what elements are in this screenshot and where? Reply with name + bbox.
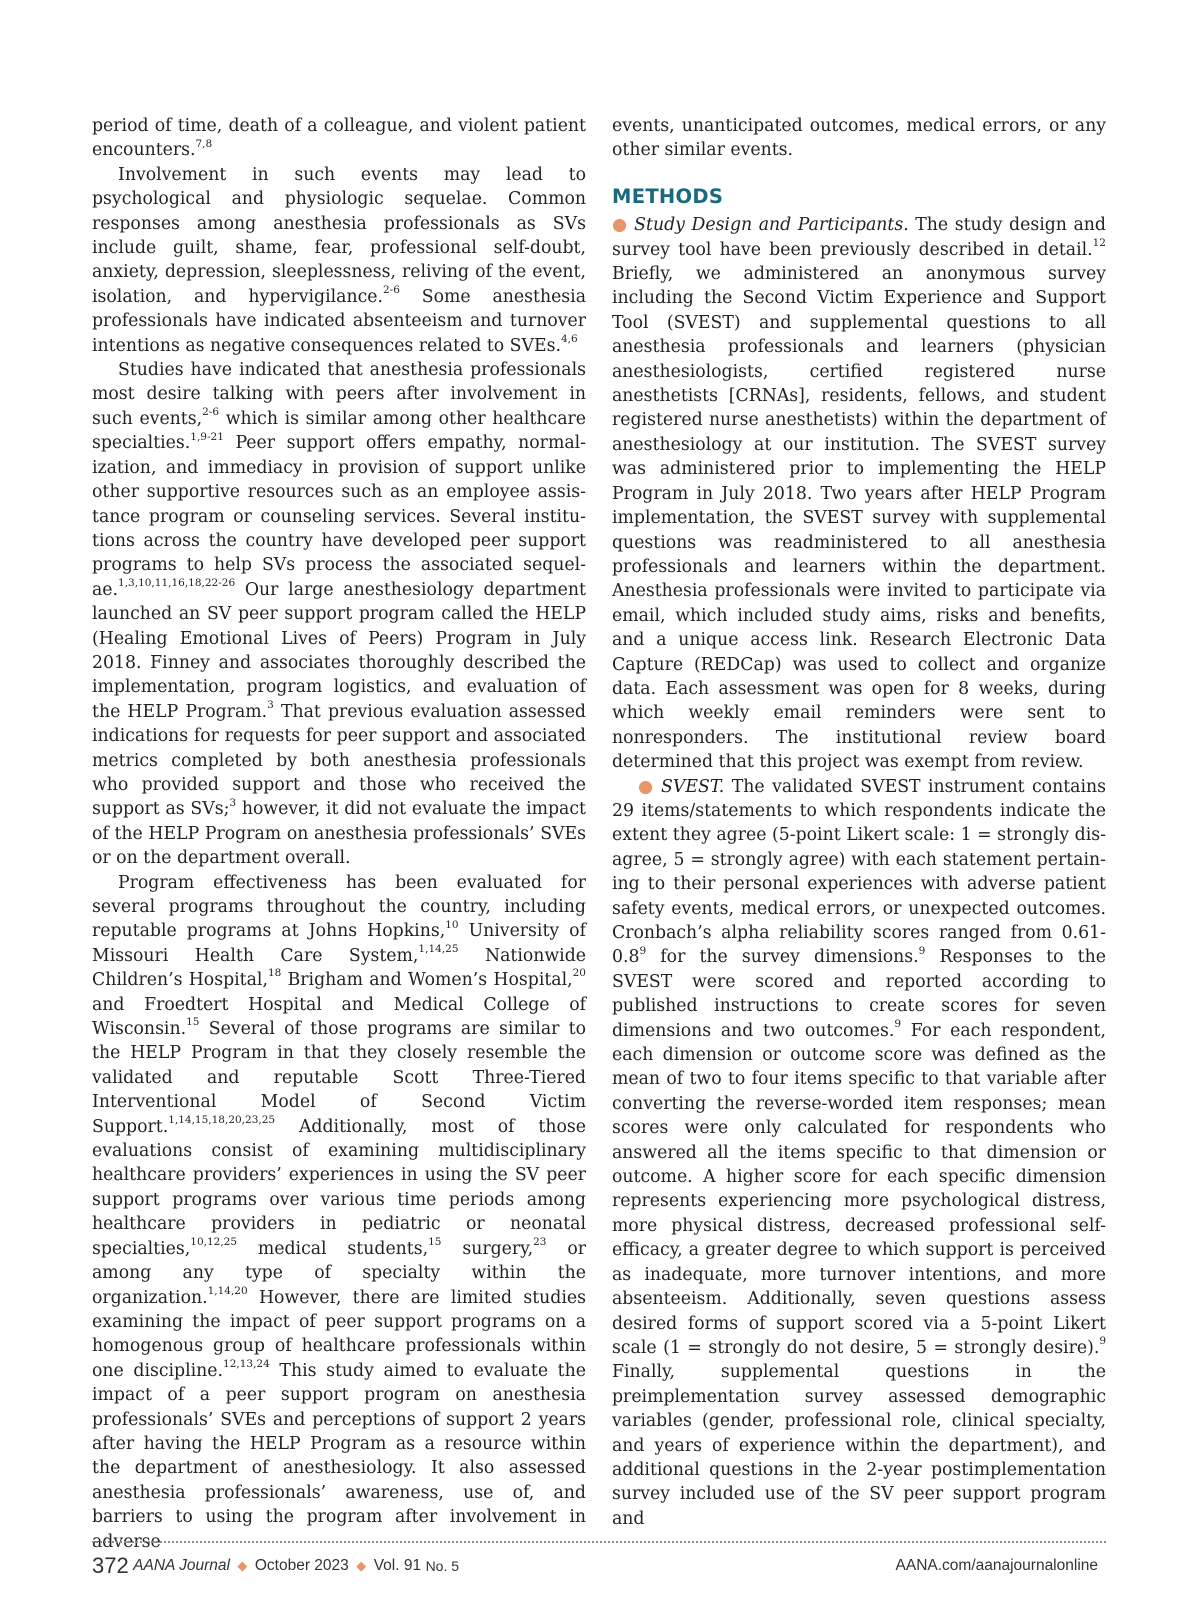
volume: Vol. 91	[373, 1557, 422, 1574]
journal-url[interactable]: AANA.com/aanajournalonline	[895, 1557, 1098, 1574]
text-run: Several of those programs are similar to the HELP Program in that they closely resemble the validated and reputable Scott Three-Tiered Interventional Model of Second Victim Support.	[92, 1019, 586, 1137]
text-run: Additionally, most of those evaluations consist of examining multidisciplinary healthcare providers’ experiences in using the SV peer support programs over various time periods among healthcare providers in pediatric or neonatal specialties,	[92, 1116, 586, 1259]
text-run: Our large anesthesiology department launched an SV peer support program called the HELP (Healing Emotional Lives of Peers) Program in July 2018. Finney and associates thoroughly described the implementation, program logistics, and evaluation of the HELP Program.	[92, 579, 586, 722]
citation-superscript[interactable]: 9	[1099, 1335, 1106, 1348]
text-run: events, unanticipated outcomes, medical errors, or any other similar events.	[612, 116, 1106, 161]
text-run: Involvement in such events may lead to psychological and physiologic sequelae. Common responses among anesthesia professionals as SVs include guilt, shame, fear, professional self-doubt, anxiety, depression, sleeplessness, reliving of the event, isolation, and hypervigilance.	[92, 164, 586, 307]
citation-superscript[interactable]: 1,9-21	[190, 430, 224, 443]
citation-superscript[interactable]: 10	[445, 918, 459, 931]
text-run: Nationwide Children’s Hospital,	[92, 945, 587, 991]
text-run: for the survey dimensions.	[646, 947, 919, 968]
citation-superscript[interactable]: 2-6	[383, 284, 400, 297]
text-run: Program effectiveness has been evaluated for several programs throughout the country, including reputable programs at Johns Hopkins,	[92, 872, 586, 942]
subsection-paragraph	[612, 775, 1106, 1532]
paragraph-body	[612, 215, 1106, 772]
left-column	[92, 114, 586, 1554]
citation-superscript[interactable]: 15	[186, 1016, 200, 1029]
section-heading: METHODS	[612, 184, 724, 208]
citation-superscript[interactable]: 15	[428, 1235, 442, 1248]
citation-superscript[interactable]: 3	[267, 698, 274, 711]
footer-divider	[92, 1541, 1106, 1543]
citation-superscript[interactable]: 23	[533, 1235, 547, 1248]
text-run: Studies have indicated that anesthesia professionals most desire talking with peers after involvement in such events,	[92, 360, 586, 429]
citation-superscript[interactable]: 20	[572, 967, 586, 980]
page-number: 372	[92, 1553, 129, 1578]
text-run: which is similar among other healthcare specialties.	[92, 408, 587, 454]
citation-superscript[interactable]: 1,14,25	[418, 943, 459, 956]
citation-superscript[interactable]: 4,6	[560, 332, 578, 345]
diamond-separator-icon: ◆	[237, 1558, 248, 1573]
text-run: Brigham and Women’s Hospital,	[281, 970, 573, 991]
text-run: or among any type of specialty within the organization.	[92, 1238, 586, 1308]
right-column	[612, 114, 1106, 1531]
bullet-icon: ●	[638, 776, 656, 797]
text-run: and Froedtert Hospital and Medical College of Wisconsin.	[92, 994, 586, 1040]
citation-superscript[interactable]: 12,13,24	[223, 1357, 270, 1370]
text-run: However, there are limited studies examining the impact of peer support programs on a homogenous group of healthcare professionals within one discipline.	[92, 1287, 586, 1381]
citation-superscript[interactable]: 1,3,10,11,16,18,22-26	[118, 576, 236, 589]
citation-superscript[interactable]: 18	[267, 967, 282, 980]
citation-superscript[interactable]: 1,14,15,18,20,23,25	[168, 1113, 276, 1126]
journal-name: AANA Journal	[133, 1557, 230, 1574]
text-run: This study aimed to evaluate the impact of a peer support program on anesthesia professionals’ SVEs and perceptions of support 2 years after having the HELP Program as a resource within the department of anesthesiology. It also assessed anesthesia professionals’ awareness, use of, and barriers to using the program after involvement in adverse	[92, 1360, 586, 1552]
text-run: medical students,	[237, 1238, 429, 1259]
issue-number: No. 5	[425, 1558, 460, 1574]
text-run: The study design and survey tool have been previously described in detail.	[612, 215, 1106, 260]
citation-superscript[interactable]: 9	[918, 944, 926, 957]
citation-superscript[interactable]: 12	[1092, 236, 1106, 249]
text-run: Briefly, we administered an anonymous survey including the Second Victim Experience and Support Tool (SVEST) and supplemental questions to all anesthesia professionals and learners (physician anesthesiologists, certified registered nurse anesthetists [CRNAs], residents, fellows, and student registered nurse anesthetists) within the department of anesthesiology at our institution. The SVEST survey was administered prior to implementing the HELP Program in July 2018. Two years after HELP Program implementation, the SVEST survey with supplemental questions was readministered to all anesthesia professionals and learners within the department. Anesthesia professionals were invited to participate via email, which included study aims, risks and benefits, and a unique access link. Research Electronic Data Capture (REDCap) was used to collect and organize data. Each assessment was open for 8 weeks, during which weekly email reminders were sent to nonresponders. The institutional review board determined that this project was exempt from review.	[612, 264, 1106, 773]
paragraph-body	[612, 777, 1106, 1529]
runin-heading: SVEST.	[661, 776, 725, 797]
issue-date: October 2023	[254, 1557, 349, 1574]
citation-superscript[interactable]: 10,12,25	[190, 1235, 238, 1248]
paragraph	[92, 358, 586, 871]
runin-heading: Study Design and Participants.	[634, 215, 909, 236]
citation-superscript[interactable]: 3	[229, 796, 237, 809]
citation-superscript[interactable]: 2-6	[202, 406, 220, 419]
citation-superscript[interactable]: 9	[639, 944, 647, 957]
text-run: University of Missouri Health Care System,	[92, 921, 586, 966]
text-run: however, it did not evaluate the impact of the HELP Program on anesthesia professionals’ SVEs or on the department overall.	[92, 799, 586, 869]
paragraph	[92, 871, 586, 1554]
subsection-paragraph	[612, 213, 1106, 774]
text-run: That previous evaluation assessed indications for requests for peer support and associated metrics completed by both anesthesia professionals who provided support and those who received the support as SVs;	[92, 701, 586, 820]
text-run: For each respondent, each dimension or outcome score was defined as the mean of two to four items specific to that variable after converting the reverse-worded item responses; mean scores were only calculated for respondents who answered all the items specific to that dimension or outcome. A higher score for each specific dimension represents experiencing more psychological distress, more physical distress, decreased professional self-efficacy, a greater degree to which support is perceived as inadequate, more turnover intentions, and more absenteeism. Additionally, seven questions assess desired forms of support scored via a 5-point Likert scale (1 = strongly do not desire, 5 = strongly desire).	[612, 1020, 1106, 1358]
text-run: Finally, supplemental questions in the preimplementation survey assessed demographic variables (gender, professional role, clinical specialty, and years of experience within the department), and additional questions in the 2-year postimplementation survey included use of the SV peer support program and	[612, 1362, 1106, 1529]
paragraph	[612, 114, 1106, 163]
citation-superscript[interactable]: 7,8	[195, 137, 213, 150]
page-footer	[92, 1553, 1106, 1583]
paragraph	[92, 163, 586, 358]
bullet-icon: ●	[612, 215, 629, 236]
citation-superscript[interactable]: 9	[894, 1017, 902, 1030]
text-run: The validated SVEST instrument contains 29 items/statements to which respondents indicate the extent they agree (5-point Likert scale: 1 = strongly disagree, 5 = strongly agree) with each statement pertaining to their personal experiences with adverse patient safety events, medical errors, or unexpected outcomes. Cronbach’s alpha reliability scores ranged from 0.61-0.8	[612, 776, 1106, 968]
text-run: Peer support offers empathy, normalization, and immediacy in provision of support unlike other supportive resources such as an employee assistance program or counseling services. Several institutions across the country have developed peer support programs to help SVs process the associated sequelae.	[92, 433, 586, 600]
text-run: period of time, death of a colleague, and violent patient encounters.	[92, 116, 586, 161]
text-run: Some anesthesia professionals have indicated absenteeism and turnover intentions as negative consequences related to SVEs.	[92, 286, 586, 356]
text-run: surgery,	[441, 1238, 534, 1259]
text-run: Responses to the SVEST were scored and reported according to published instructions to create scores for seven dimensions and two outcomes.	[612, 947, 1106, 1041]
citation-superscript[interactable]: 1,14,20	[207, 1284, 248, 1297]
paragraph	[92, 114, 586, 163]
diamond-separator-icon: ◆	[356, 1558, 367, 1573]
